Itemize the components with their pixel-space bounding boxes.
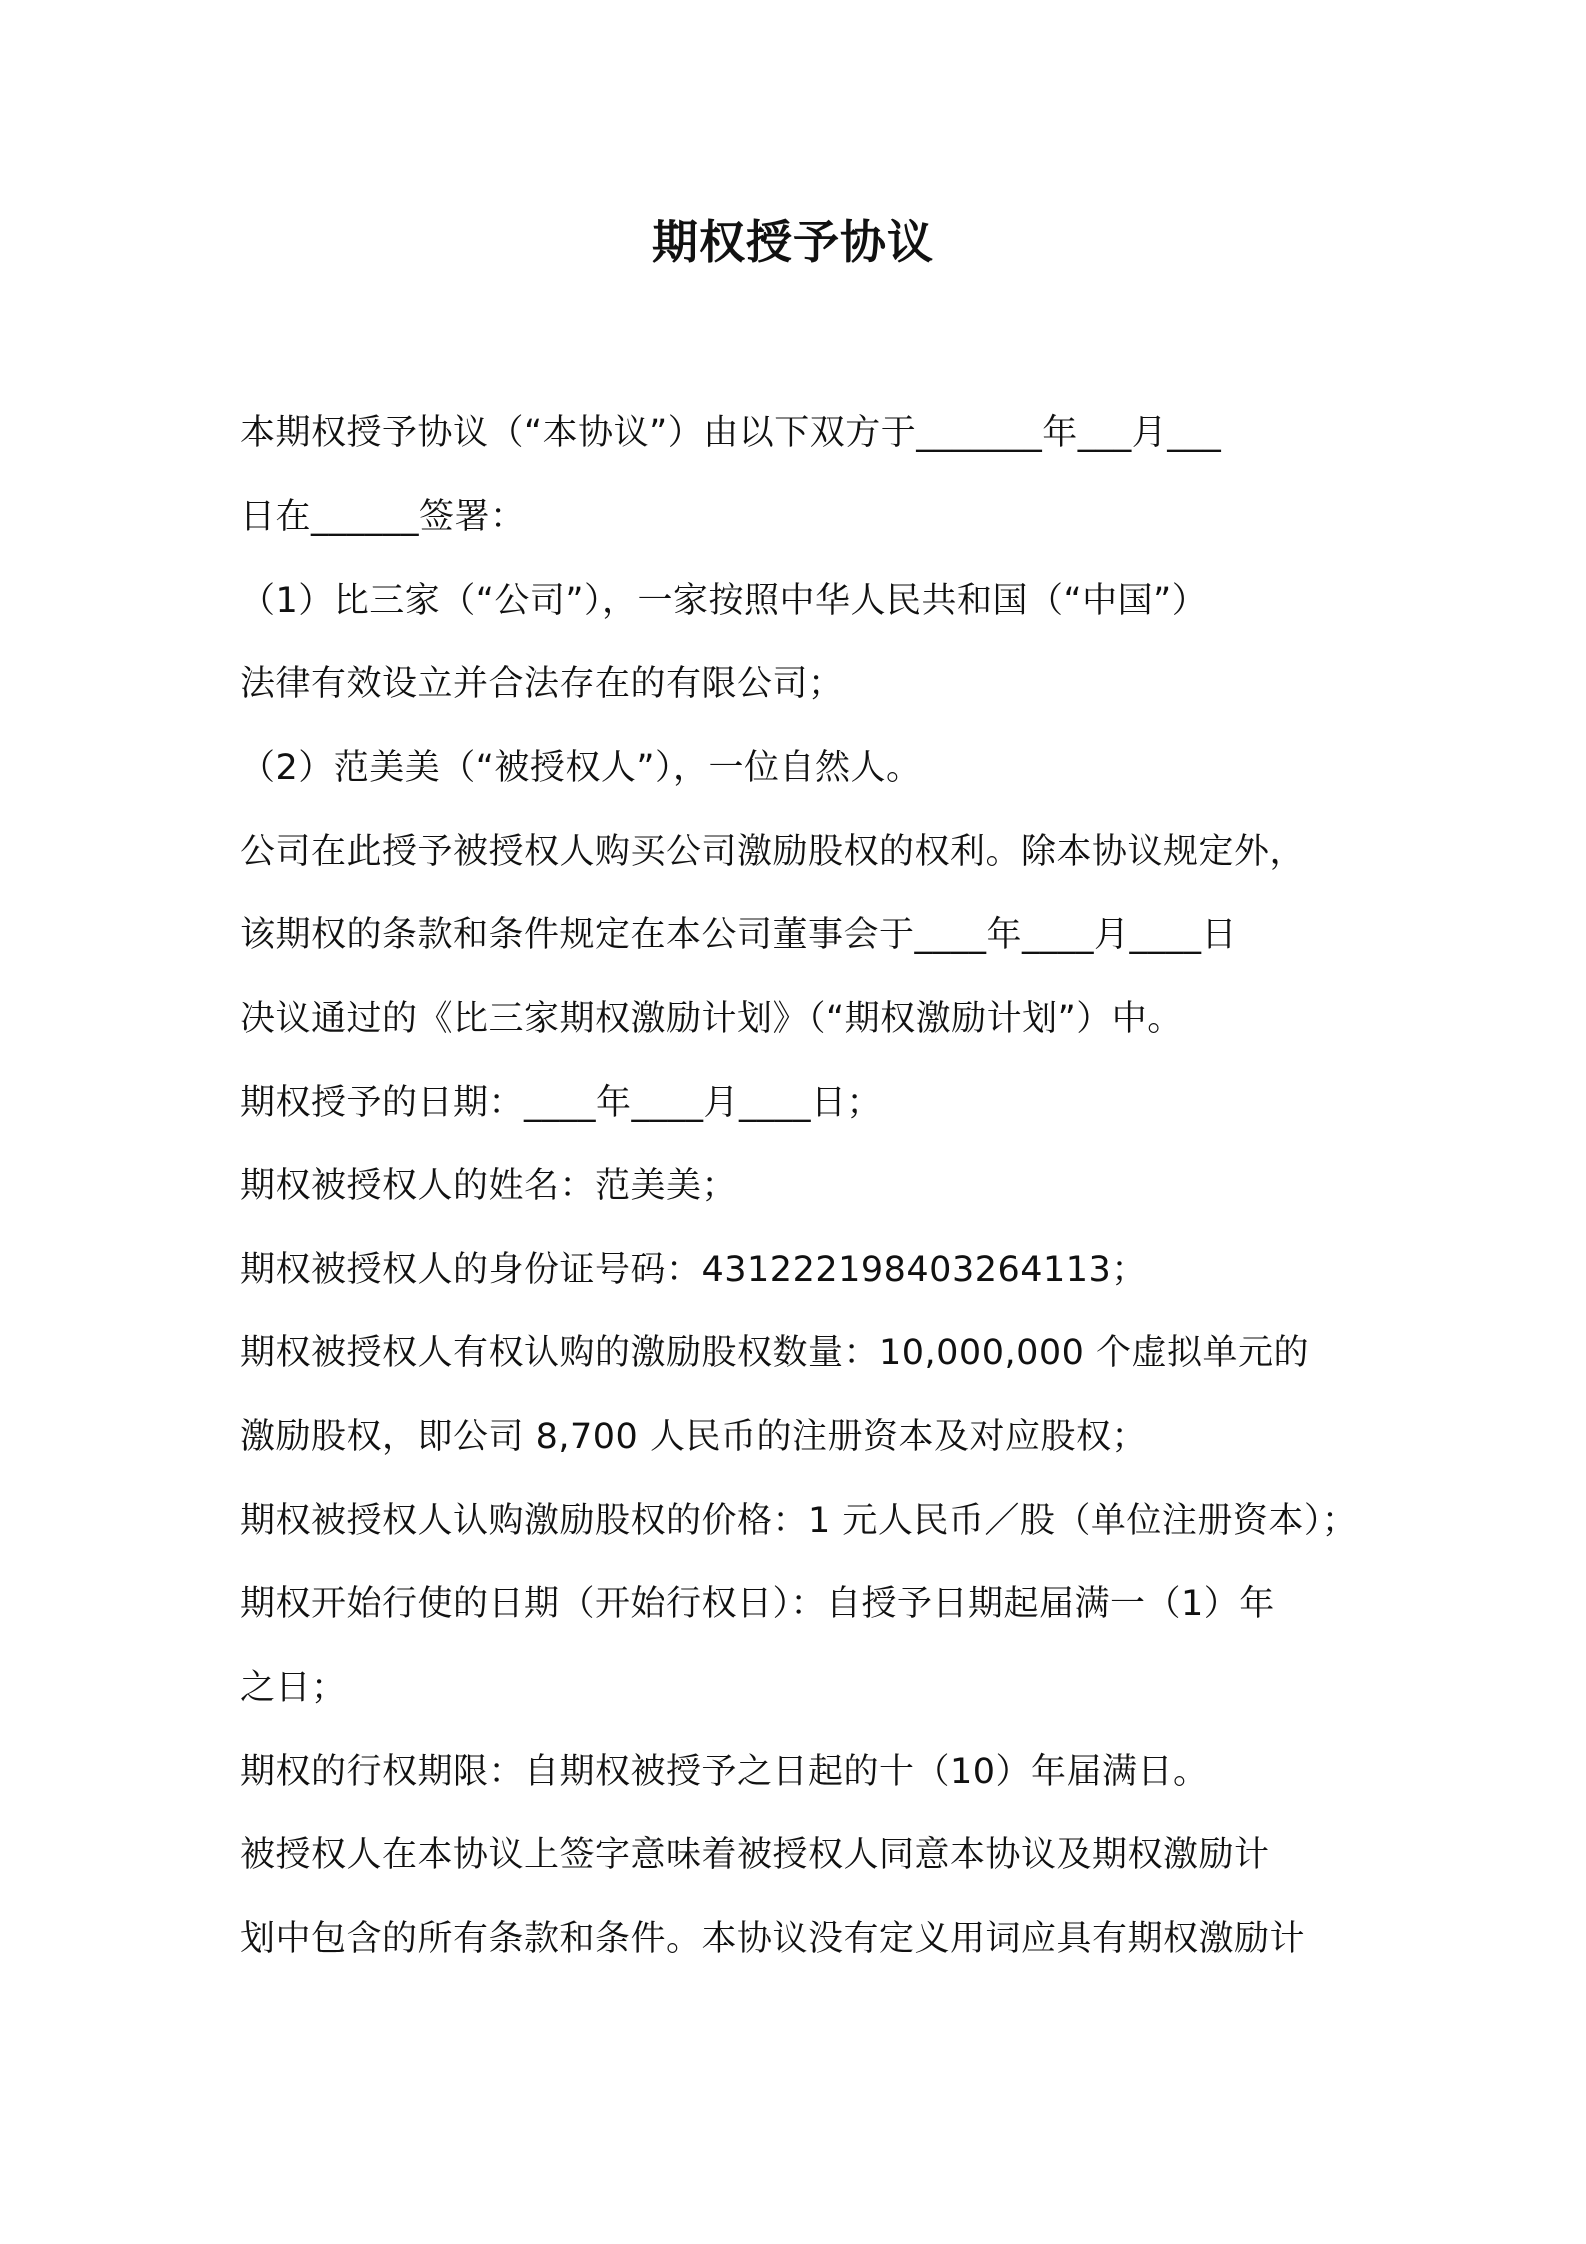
paragraph-line-11: 期权被授权人的身份证号码：431222198403264113； bbox=[240, 1250, 1147, 1290]
paragraph-line-2: 日在______签署： bbox=[240, 497, 526, 537]
paragraph-line-17: 期权的行权期限：自期权被授予之日起的十（10）年届满日。 bbox=[240, 1752, 1209, 1792]
paragraph-line-3: （1）比三家（“公司”），一家按照中华人民共和国（“中国”） bbox=[240, 581, 1208, 621]
document-title: 期权授予协议 bbox=[652, 215, 934, 269]
paragraph-line-14: 期权被授权人认购激励股权的价格：1 元人民币／股（单位注册资本）； bbox=[240, 1501, 1358, 1541]
paragraph-line-1: 本期权授予协议（“本协议”）由以下双方于_______年___月___ bbox=[240, 413, 1222, 453]
paragraph-line-12: 期权被授权人有权认购的激励股权数量：10,000,000 个虚拟单元的 bbox=[240, 1333, 1310, 1373]
paragraph-line-13: 激励股权，即公司 8,700 人民币的注册资本及对应股权； bbox=[240, 1417, 1147, 1457]
paragraph-line-6: 公司在此授予被授权人购买公司激励股权的权利。除本协议规定外， bbox=[240, 832, 1306, 872]
paragraph-line-15: 期权开始行使的日期（开始行权日）：自授予日期起届满一（1）年 bbox=[240, 1584, 1275, 1624]
paragraph-line-8: 决议通过的《比三家期权激励计划》（“期权激励计划”）中。 bbox=[240, 999, 1183, 1039]
paragraph-line-5: （2）范美美（“被授权人”），一位自然人。 bbox=[240, 748, 922, 788]
paragraph-line-9: 期权授予的日期：____年____月____日； bbox=[240, 1083, 883, 1123]
paragraph-line-4: 法律有效设立并合法存在的有限公司； bbox=[240, 664, 844, 704]
paragraph-line-18: 被授权人在本协议上签字意味着被授权人同意本协议及期权激励计 bbox=[240, 1835, 1270, 1875]
paragraph-line-7: 该期权的条款和条件规定在本公司董事会于____年____月____日 bbox=[240, 915, 1238, 955]
paragraph-line-19: 划中包含的所有条款和条件。本协议没有定义用词应具有期权激励计 bbox=[240, 1919, 1306, 1959]
paragraph-line-16: 之日； bbox=[240, 1668, 347, 1708]
paragraph-line-10: 期权被授权人的姓名：范美美； bbox=[240, 1166, 738, 1206]
